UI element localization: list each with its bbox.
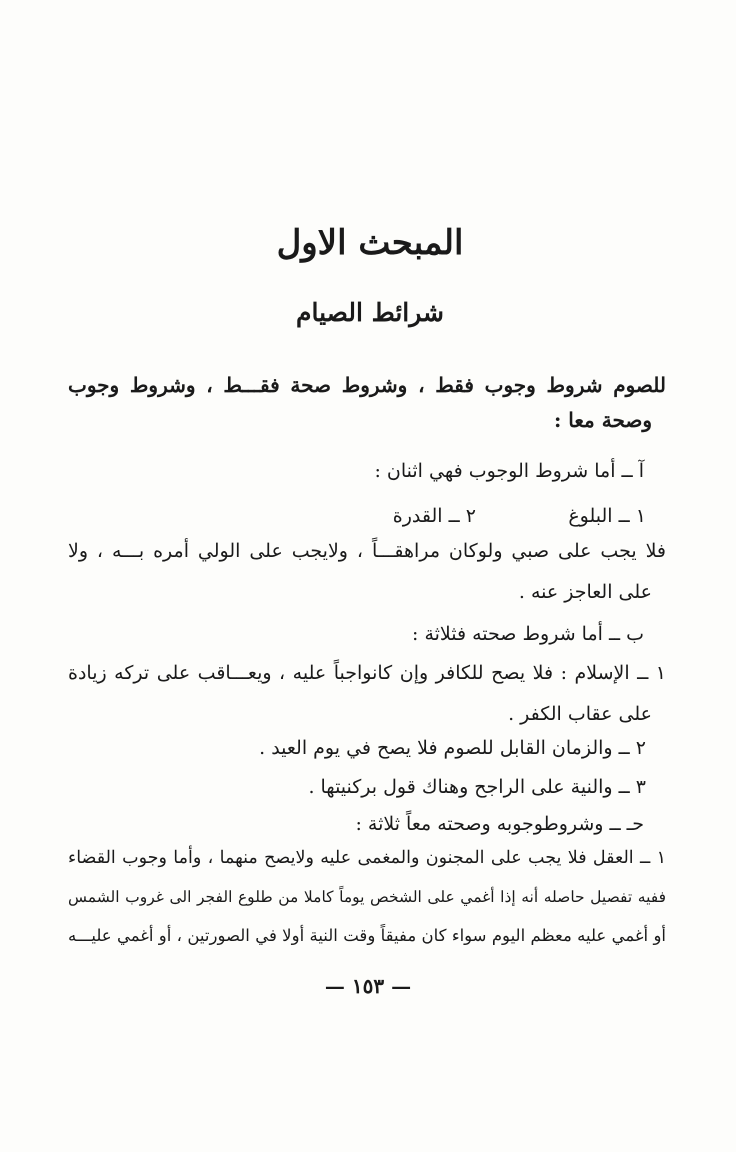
condition-puberty: ١ ــ البلوغ (568, 505, 646, 527)
part-b-heading: ب ــ أما شروط صحته فثلاثة : (412, 623, 644, 645)
part-c-item-1-line-3: أو أغمي عليه معظم اليوم سواء كان مفيقاً وقت النية أولا في الصورتين ، أو أغمي عليـــه (68, 926, 666, 945)
intro-line-1: للصوم شروط وجوب فقط ، وشروط صحة فقـــط ، وشروط وجوب (68, 373, 666, 397)
intro-line-2: وصحة معا : (553, 408, 652, 432)
part-b-item-2: ٢ ــ والزمان القابل للصوم فلا يصح في يوم العيد . (259, 737, 646, 759)
section-title: شرائط الصيام (296, 298, 444, 327)
condition-ability: ٢ ــ القدرة (392, 505, 476, 527)
part-a-paragraph-line-2: على العاجز عنه . (518, 581, 652, 603)
part-a-paragraph-line-1: فلا يجب على صبي ولوكان مراهقـــاً ، ولايجب على الولي أمره بـــه ، ولا (68, 540, 666, 562)
part-c-item-1-line-2: ففيه تفصيل حاصله أنه إذا أغمي على الشخص يوماً كاملا من طلوع الفجر الى غروب الشمس (68, 888, 666, 906)
page-number: — ١٥٣ — (324, 974, 412, 998)
part-c-item-1-line-1: ١ ــ العقل فلا يجب على المجنون والمغمى عليه ولايصح منهما ، وأما وجوب القضاء (68, 848, 666, 868)
part-c-heading: حـ ــ وشروطوجوبه وصحته معاً ثلاثة : (355, 813, 644, 835)
part-b-item-3: ٣ ــ والنية على الراجح وهناك قول بركنيتها . (308, 776, 646, 798)
chapter-title: المبحث الاول (276, 223, 464, 263)
part-b-item-1-line-2: على عقاب الكفر . (508, 703, 652, 725)
part-b-item-1-line-1: ١ ــ الإسلام : فلا يصح للكافر وإن كانواجباً عليه ، ويعـــاقب على تركه زيادة (68, 662, 666, 684)
part-a-heading: آ ــ أما شروط الوجوب فهي اثنان : (374, 460, 644, 482)
